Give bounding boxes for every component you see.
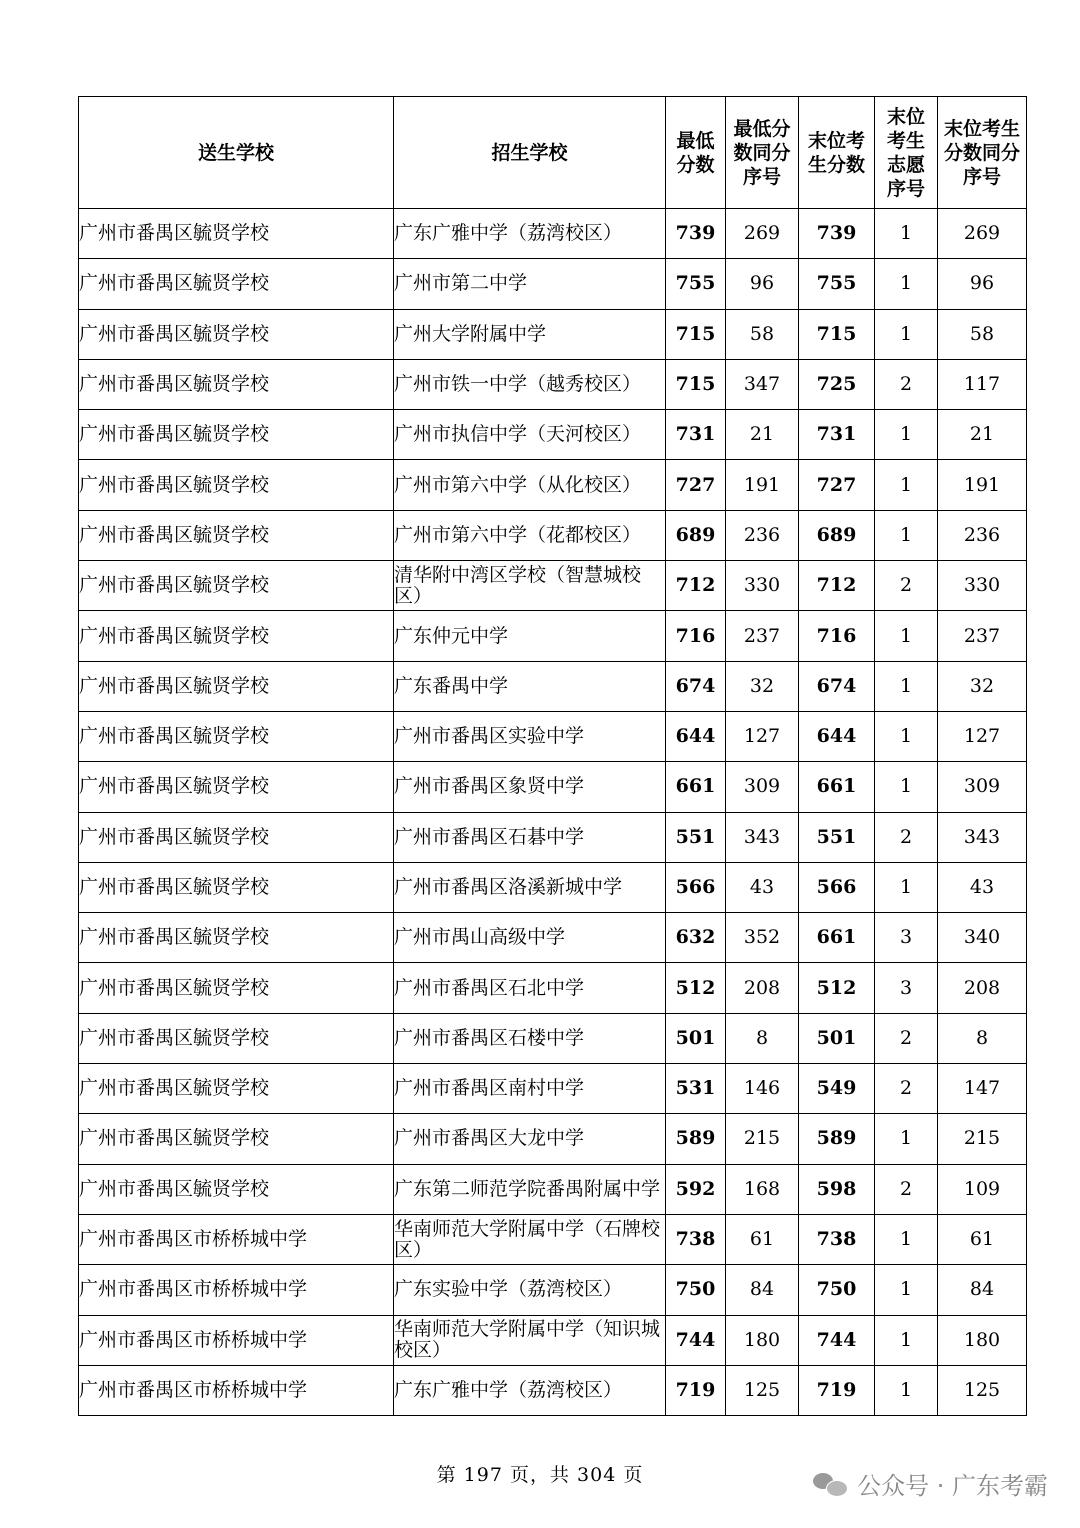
min-score-cell: 727 xyxy=(666,460,726,510)
table-row xyxy=(79,561,1027,611)
admitting-school-cell: 广州市第六中学（花都校区） xyxy=(394,510,666,560)
admitting-school-cell: 广州市番禺区大龙中学 xyxy=(394,1114,666,1164)
last-score-rank-cell: 191 xyxy=(938,460,1027,510)
admitting-school-cell: 广东番禺中学 xyxy=(394,661,666,711)
last-score-cell: 719 xyxy=(799,1365,875,1415)
last-choice-rank-cell: 1 xyxy=(875,762,938,812)
last-score-rank-cell: 340 xyxy=(938,913,1027,963)
min-score-rank-cell: 309 xyxy=(726,762,799,812)
table-row xyxy=(79,963,1027,1013)
sending-school-cell: 广州市番禺区毓贤学校 xyxy=(79,963,394,1013)
table-row xyxy=(79,1214,1027,1264)
watermark-text: 公众号 · 广东考霸 xyxy=(857,1472,1048,1500)
admitting-school-cell: 广州市铁一中学（越秀校区） xyxy=(394,359,666,409)
last-score-rank-cell: 215 xyxy=(938,1114,1027,1164)
table-row xyxy=(79,1315,1027,1365)
min-score-rank-cell: 343 xyxy=(726,812,799,862)
last-score-cell: 661 xyxy=(799,762,875,812)
min-score-rank-cell: 127 xyxy=(726,711,799,761)
admitting-school-cell: 广州市第六中学（从化校区） xyxy=(394,460,666,510)
sending-school-cell: 广州市番禺区毓贤学校 xyxy=(79,812,394,862)
last-choice-rank-cell: 1 xyxy=(875,1214,938,1264)
last-score-cell: 598 xyxy=(799,1164,875,1214)
admitting-school-cell: 广州市番禺区实验中学 xyxy=(394,711,666,761)
min-score-cell: 644 xyxy=(666,711,726,761)
admitting-school-cell: 广州市番禺区象贤中学 xyxy=(394,762,666,812)
min-score-rank-cell: 43 xyxy=(726,862,799,912)
header-admitting-school: 招生学校 xyxy=(394,97,666,209)
admitting-school-cell: 华南师范大学附属中学（知识城校区） xyxy=(394,1315,666,1365)
last-score-rank-cell: 269 xyxy=(938,209,1027,259)
sending-school-cell: 广州市番禺区毓贤学校 xyxy=(79,460,394,510)
last-score-rank-cell: 32 xyxy=(938,661,1027,711)
last-choice-rank-cell: 3 xyxy=(875,913,938,963)
min-score-rank-cell: 125 xyxy=(726,1365,799,1415)
sending-school-cell: 广州市番禺区毓贤学校 xyxy=(79,309,394,359)
last-choice-rank-cell: 1 xyxy=(875,711,938,761)
last-score-cell: 750 xyxy=(799,1265,875,1315)
last-score-rank-cell: 96 xyxy=(938,259,1027,309)
min-score-rank-cell: 180 xyxy=(726,1315,799,1365)
last-score-cell: 755 xyxy=(799,259,875,309)
min-score-cell: 738 xyxy=(666,1214,726,1264)
sending-school-cell: 广州市番禺区毓贤学校 xyxy=(79,1064,394,1114)
last-score-rank-cell: 343 xyxy=(938,812,1027,862)
last-score-rank-cell: 309 xyxy=(938,762,1027,812)
min-score-cell: 551 xyxy=(666,812,726,862)
sending-school-cell: 广州市番禺区毓贤学校 xyxy=(79,1164,394,1214)
last-score-rank-cell: 147 xyxy=(938,1064,1027,1114)
last-score-cell: 725 xyxy=(799,359,875,409)
admitting-school-cell: 广东仲元中学 xyxy=(394,611,666,661)
table-row xyxy=(79,309,1027,359)
min-score-cell: 744 xyxy=(666,1315,726,1365)
table-row xyxy=(79,812,1027,862)
min-score-cell: 589 xyxy=(666,1114,726,1164)
min-score-cell: 750 xyxy=(666,1265,726,1315)
last-choice-rank-cell: 1 xyxy=(875,1365,938,1415)
admitting-school-cell: 广州市番禺区石北中学 xyxy=(394,963,666,1013)
min-score-cell: 712 xyxy=(666,561,726,611)
table-row xyxy=(79,1265,1027,1315)
sending-school-cell: 广州市番禺区毓贤学校 xyxy=(79,661,394,711)
table-body xyxy=(79,209,1027,1416)
header-sending-school: 送生学校 xyxy=(79,97,394,209)
min-score-rank-cell: 347 xyxy=(726,359,799,409)
sending-school-cell: 广州市番禺区市桥桥城中学 xyxy=(79,1214,394,1264)
header-last-choice-rank: 末位 考生 志愿 序号 xyxy=(875,97,938,209)
last-choice-rank-cell: 1 xyxy=(875,661,938,711)
min-score-rank-cell: 32 xyxy=(726,661,799,711)
last-score-rank-cell: 43 xyxy=(938,862,1027,912)
table-row xyxy=(79,460,1027,510)
table-row xyxy=(79,259,1027,309)
sending-school-cell: 广州市番禺区市桥桥城中学 xyxy=(79,1365,394,1415)
last-choice-rank-cell: 1 xyxy=(875,510,938,560)
admitting-school-cell: 广东实验中学（荔湾校区） xyxy=(394,1265,666,1315)
min-score-cell: 661 xyxy=(666,762,726,812)
min-score-rank-cell: 352 xyxy=(726,913,799,963)
last-score-rank-cell: 84 xyxy=(938,1265,1027,1315)
min-score-cell: 674 xyxy=(666,661,726,711)
admitting-school-cell: 广州市禺山高级中学 xyxy=(394,913,666,963)
min-score-cell: 755 xyxy=(666,259,726,309)
min-score-rank-cell: 21 xyxy=(726,410,799,460)
table-row xyxy=(79,1164,1027,1214)
sending-school-cell: 广州市番禺区市桥桥城中学 xyxy=(79,1265,394,1315)
sending-school-cell: 广州市番禺区毓贤学校 xyxy=(79,762,394,812)
table-row xyxy=(79,611,1027,661)
header-min-score-rank: 最低分 数同分 序号 xyxy=(726,97,799,209)
min-score-cell: 716 xyxy=(666,611,726,661)
min-score-rank-cell: 8 xyxy=(726,1013,799,1063)
min-score-cell: 531 xyxy=(666,1064,726,1114)
min-score-rank-cell: 208 xyxy=(726,963,799,1013)
last-score-rank-cell: 8 xyxy=(938,1013,1027,1063)
last-score-cell: 712 xyxy=(799,561,875,611)
sending-school-cell: 广州市番禺区毓贤学校 xyxy=(79,209,394,259)
admitting-school-cell: 广州大学附属中学 xyxy=(394,309,666,359)
last-choice-rank-cell: 2 xyxy=(875,1064,938,1114)
sending-school-cell: 广州市番禺区毓贤学校 xyxy=(79,561,394,611)
min-score-rank-cell: 61 xyxy=(726,1214,799,1264)
last-score-rank-cell: 330 xyxy=(938,561,1027,611)
last-choice-rank-cell: 1 xyxy=(875,209,938,259)
min-score-cell: 731 xyxy=(666,410,726,460)
last-score-rank-cell: 125 xyxy=(938,1365,1027,1415)
min-score-cell: 512 xyxy=(666,963,726,1013)
min-score-cell: 715 xyxy=(666,359,726,409)
table-row xyxy=(79,1114,1027,1164)
table-row xyxy=(79,209,1027,259)
admitting-school-cell: 广州市番禺区石碁中学 xyxy=(394,812,666,862)
min-score-rank-cell: 330 xyxy=(726,561,799,611)
last-choice-rank-cell: 1 xyxy=(875,611,938,661)
min-score-cell: 719 xyxy=(666,1365,726,1415)
min-score-cell: 739 xyxy=(666,209,726,259)
table-row xyxy=(79,410,1027,460)
table-row xyxy=(79,711,1027,761)
admitting-school-cell: 广州市番禺区南村中学 xyxy=(394,1064,666,1114)
admitting-school-cell: 广东第二师范学院番禺附属中学 xyxy=(394,1164,666,1214)
header-last-score-rank: 末位考生 分数同分 序号 xyxy=(938,97,1027,209)
last-score-cell: 715 xyxy=(799,309,875,359)
last-score-rank-cell: 21 xyxy=(938,410,1027,460)
table-header-row xyxy=(79,97,1027,209)
watermark xyxy=(813,1466,1048,1501)
last-choice-rank-cell: 2 xyxy=(875,812,938,862)
table-row xyxy=(79,762,1027,812)
last-score-rank-cell: 236 xyxy=(938,510,1027,560)
last-choice-rank-cell: 1 xyxy=(875,1315,938,1365)
min-score-rank-cell: 146 xyxy=(726,1064,799,1114)
sending-school-cell: 广州市番禺区毓贤学校 xyxy=(79,711,394,761)
last-score-cell: 549 xyxy=(799,1064,875,1114)
last-score-rank-cell: 208 xyxy=(938,963,1027,1013)
last-score-cell: 739 xyxy=(799,209,875,259)
min-score-rank-cell: 96 xyxy=(726,259,799,309)
table-row xyxy=(79,913,1027,963)
last-score-cell: 674 xyxy=(799,661,875,711)
min-score-rank-cell: 215 xyxy=(726,1114,799,1164)
min-score-rank-cell: 58 xyxy=(726,309,799,359)
header-min-score: 最低 分数 xyxy=(666,97,726,209)
last-score-cell: 644 xyxy=(799,711,875,761)
sending-school-cell: 广州市番禺区毓贤学校 xyxy=(79,913,394,963)
last-score-cell: 589 xyxy=(799,1114,875,1164)
table-row xyxy=(79,1365,1027,1415)
admitting-school-cell: 广州市番禺区洛溪新城中学 xyxy=(394,862,666,912)
last-choice-rank-cell: 3 xyxy=(875,963,938,1013)
admitting-school-cell: 华南师范大学附属中学（石牌校区） xyxy=(394,1214,666,1264)
sending-school-cell: 广州市番禺区毓贤学校 xyxy=(79,359,394,409)
table-row xyxy=(79,359,1027,409)
sending-school-cell: 广州市番禺区毓贤学校 xyxy=(79,1114,394,1164)
min-score-cell: 689 xyxy=(666,510,726,560)
min-score-rank-cell: 191 xyxy=(726,460,799,510)
admitting-school-cell: 清华附中湾区学校（智慧城校区） xyxy=(394,561,666,611)
last-score-cell: 727 xyxy=(799,460,875,510)
min-score-rank-cell: 236 xyxy=(726,510,799,560)
min-score-rank-cell: 168 xyxy=(726,1164,799,1214)
min-score-rank-cell: 237 xyxy=(726,611,799,661)
min-score-cell: 592 xyxy=(666,1164,726,1214)
min-score-cell: 632 xyxy=(666,913,726,963)
last-score-cell: 716 xyxy=(799,611,875,661)
last-score-cell: 738 xyxy=(799,1214,875,1264)
admitting-school-cell: 广州市执信中学（天河校区） xyxy=(394,410,666,460)
last-choice-rank-cell: 2 xyxy=(875,561,938,611)
last-choice-rank-cell: 1 xyxy=(875,1114,938,1164)
last-score-cell: 689 xyxy=(799,510,875,560)
admitting-school-cell: 广东广雅中学（荔湾校区） xyxy=(394,1365,666,1415)
last-score-cell: 501 xyxy=(799,1013,875,1063)
last-choice-rank-cell: 1 xyxy=(875,410,938,460)
last-score-rank-cell: 58 xyxy=(938,309,1027,359)
last-score-cell: 731 xyxy=(799,410,875,460)
last-choice-rank-cell: 2 xyxy=(875,359,938,409)
last-score-cell: 551 xyxy=(799,812,875,862)
sending-school-cell: 广州市番禺区毓贤学校 xyxy=(79,862,394,912)
last-score-cell: 566 xyxy=(799,862,875,912)
last-score-cell: 512 xyxy=(799,963,875,1013)
sending-school-cell: 广州市番禺区毓贤学校 xyxy=(79,611,394,661)
last-score-rank-cell: 237 xyxy=(938,611,1027,661)
last-score-rank-cell: 117 xyxy=(938,359,1027,409)
last-score-rank-cell: 180 xyxy=(938,1315,1027,1365)
last-choice-rank-cell: 1 xyxy=(875,1265,938,1315)
min-score-cell: 566 xyxy=(666,862,726,912)
sending-school-cell: 广州市番禺区毓贤学校 xyxy=(79,410,394,460)
sending-school-cell: 广州市番禺区毓贤学校 xyxy=(79,259,394,309)
last-choice-rank-cell: 1 xyxy=(875,460,938,510)
last-choice-rank-cell: 1 xyxy=(875,259,938,309)
table-row xyxy=(79,1013,1027,1063)
table-row xyxy=(79,510,1027,560)
last-choice-rank-cell: 2 xyxy=(875,1164,938,1214)
table-row xyxy=(79,1064,1027,1114)
min-score-rank-cell: 84 xyxy=(726,1265,799,1315)
last-score-rank-cell: 109 xyxy=(938,1164,1027,1214)
admitting-school-cell: 广州市番禺区石楼中学 xyxy=(394,1013,666,1063)
table-row xyxy=(79,661,1027,711)
last-choice-rank-cell: 1 xyxy=(875,862,938,912)
min-score-cell: 715 xyxy=(666,309,726,359)
last-choice-rank-cell: 1 xyxy=(875,309,938,359)
header-last-score: 末位考 生分数 xyxy=(799,97,875,209)
last-score-rank-cell: 127 xyxy=(938,711,1027,761)
wechat-icon xyxy=(813,1471,847,1497)
admission-score-table xyxy=(78,96,1027,1416)
min-score-cell: 501 xyxy=(666,1013,726,1063)
last-choice-rank-cell: 2 xyxy=(875,1013,938,1063)
last-score-rank-cell: 61 xyxy=(938,1214,1027,1264)
admitting-school-cell: 广东广雅中学（荔湾校区） xyxy=(394,209,666,259)
min-score-rank-cell: 269 xyxy=(726,209,799,259)
admitting-school-cell: 广州市第二中学 xyxy=(394,259,666,309)
sending-school-cell: 广州市番禺区毓贤学校 xyxy=(79,1013,394,1063)
sending-school-cell: 广州市番禺区毓贤学校 xyxy=(79,510,394,560)
page-number: 第 197 页，共 304 页 xyxy=(436,1464,644,1486)
last-score-cell: 661 xyxy=(799,913,875,963)
table-row xyxy=(79,862,1027,912)
sending-school-cell: 广州市番禺区市桥桥城中学 xyxy=(79,1315,394,1365)
last-score-cell: 744 xyxy=(799,1315,875,1365)
